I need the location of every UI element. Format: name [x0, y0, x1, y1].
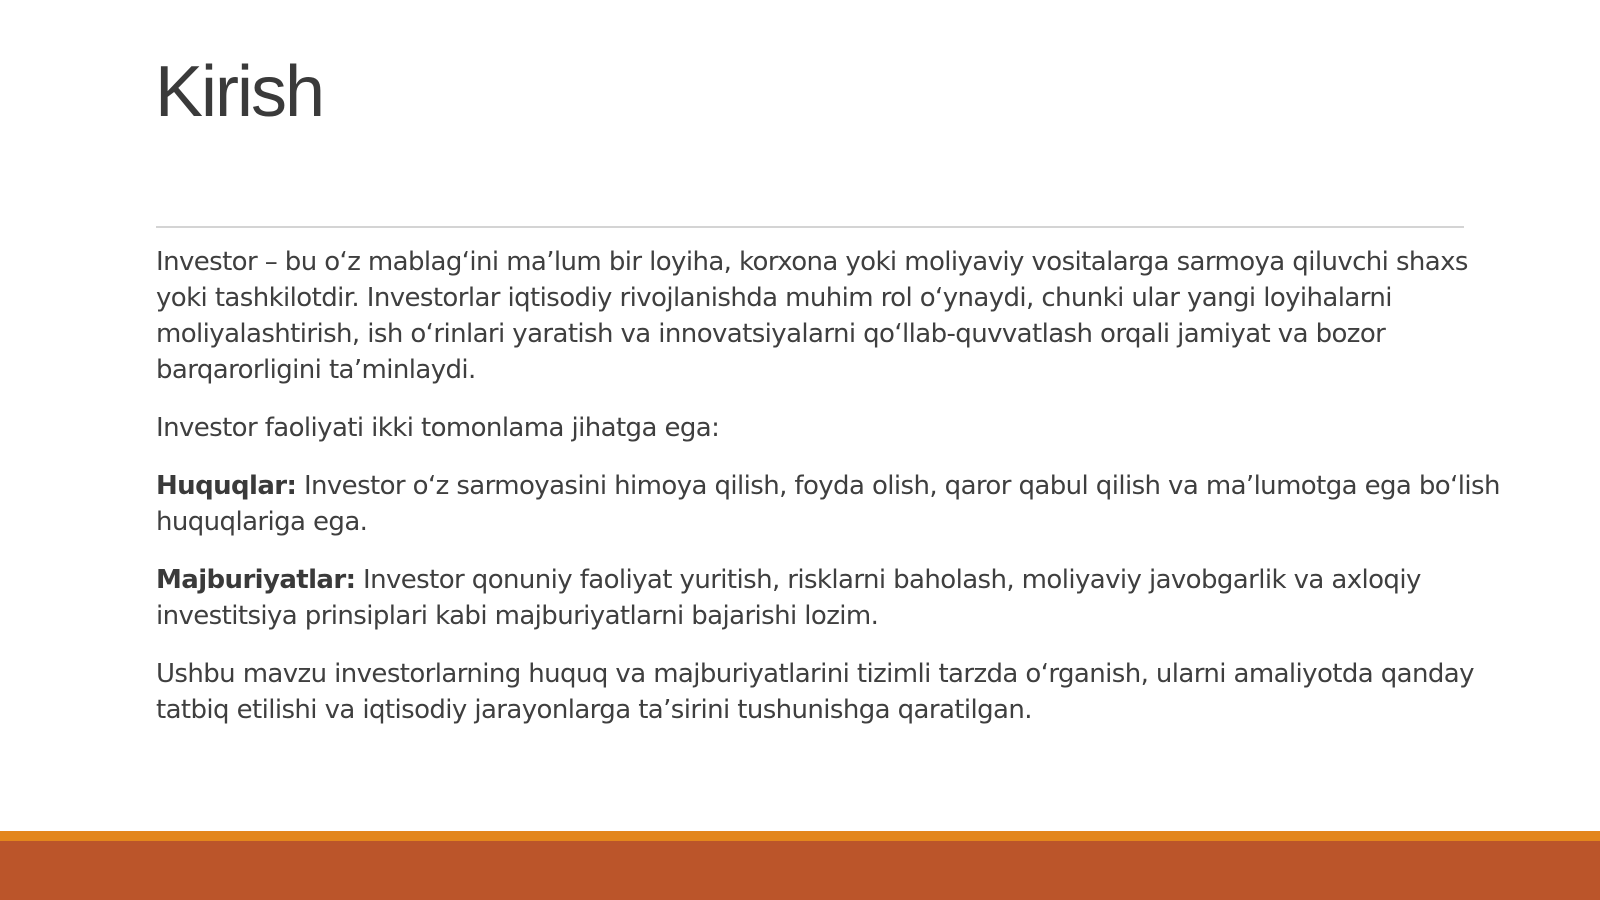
- paragraph-two-sides: [156, 410, 1516, 446]
- rights-label: Huquqlar:: [156, 471, 297, 501]
- paragraph-text: Investor o‘z sarmoyasini himoya qilish, foyda olish, qaror qabul qilish va ma’lumotga ega bo‘lish huquqlariga ega.: [156, 471, 1500, 537]
- footer-accent-stripe: [0, 831, 1600, 841]
- paragraph-text: Investor qonuniy faoliyat yuritish, risklarni baholash, moliyaviy javobgarlik va axloqiy investitsiya prinsiplari kabi majburiyatlarni bajarishi lozim.: [156, 565, 1421, 631]
- footer-band: [0, 841, 1600, 900]
- paragraph-investor-definition: [156, 244, 1516, 388]
- paragraph-rights: [156, 468, 1516, 540]
- paragraph-text: Investor faoliyati ikki tomonlama jihatga ega:: [156, 413, 720, 443]
- obligations-label: Majburiyatlar:: [156, 565, 356, 595]
- slide-title: Kirish: [155, 52, 324, 132]
- paragraph-text: Ushbu mavzu investorlarning huquq va majburiyatlarini tizimli tarzda o‘rganish, ularni amaliyotda qanday tatbiq etilishi va iqtisodiy jarayonlarga ta’sirini tushunishga qaratilgan.: [156, 659, 1474, 725]
- paragraph-obligations: [156, 562, 1516, 634]
- paragraph-text: Investor – bu o‘z mablag‘ini ma’lum bir loyiha, korxona yoki moliyaviy vositalarga sarmoya qiluvchi shaxs yoki tashkilotdir. Investorlar iqtisodiy rivojlanishda muhim rol o‘ynaydi, chunki ular yangi loyihalarni moliyalashtirish, ish o‘rinlari yaratish va innovatsiyalarni qo‘llab-quvvatlash orqali jamiyat va bozor barqarorligini ta’minlaydi.: [156, 247, 1468, 385]
- paragraph-topic-summary: [156, 656, 1516, 728]
- slide-body: [156, 244, 1516, 750]
- title-divider: [156, 226, 1464, 228]
